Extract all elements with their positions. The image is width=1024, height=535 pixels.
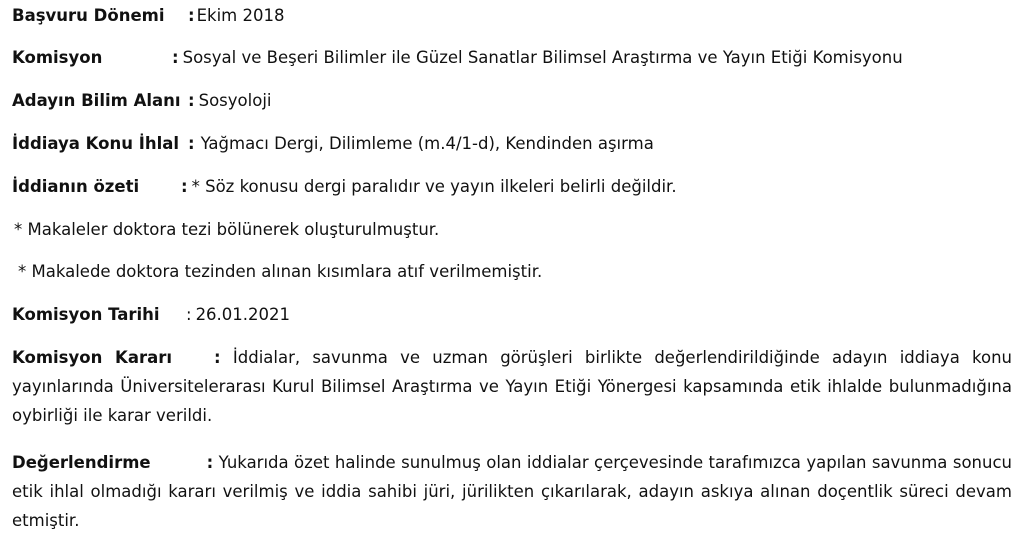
summary-item-text: * Makaleler doktora tezi bölünerek oluşturulmuştur. [14, 220, 440, 239]
field-basvuru-donemi [12, 5, 284, 27]
field-value: Yağmacı Dergi, Dilimleme (m.4/1-d), Kendinden aşırma [200, 134, 654, 153]
field-label: Komisyon Kararı [12, 348, 173, 367]
field-value: Ekim 2018 [196, 6, 285, 25]
summary-item [18, 261, 542, 283]
field-label: İddianın özeti [12, 177, 140, 196]
summary-item-text: * Makalede doktora tezinden alınan kısımlara atıf verilmemiştir. [18, 262, 543, 281]
field-separator: : [206, 453, 214, 472]
field-bilim-alani [12, 90, 271, 112]
field-iddia-ozeti [12, 176, 677, 198]
field-komisyon-karari [12, 343, 1012, 430]
field-label: Komisyon Tarihi [12, 305, 160, 324]
field-value: Sosyal ve Beşeri Bilimler ile Güzel Sanatlar Bilimsel Araştırma ve Yayın Etiği Komisyonu [182, 48, 903, 67]
field-separator: : [188, 91, 195, 110]
field-value: 26.01.2021 [195, 305, 291, 324]
field-label: Başvuru Dönemi [12, 6, 165, 25]
field-separator: : [188, 6, 195, 25]
field-separator: : [172, 48, 179, 67]
field-value: İddialar, savunma ve uzman görüşleri birlikte değerlendirildiğinde adayın iddiaya konu yayınlarında Üniversitelerarası Kurul Bilimsel Araştırma ve Yayın Etiği Yönergesi kapsamında etik ihlalde bulunmadığına oybirliği ile karar verildi. [12, 348, 1012, 425]
field-value: Yukarıda özet halinde sunulmuş olan iddialar çerçevesinde tarafımızca yapılan savunma sonucu etik ihlal olmadığı kararı verilmiş ve iddia sahibi jüri, jürilikten çıkarılarak, adayın askıya alınan doçentlik süreci devam etmiştir. [12, 453, 1012, 530]
field-komisyon-tarihi [12, 304, 290, 326]
field-label: Değerlendirme [12, 453, 151, 472]
field-value: Sosyoloji [198, 91, 272, 110]
field-label: Komisyon [12, 48, 103, 67]
field-iddiaya-konu-ihlal [12, 133, 654, 155]
field-komisyon [12, 47, 903, 69]
summary-item [14, 219, 439, 241]
field-label: Adayın Bilim Alanı [12, 91, 181, 110]
field-label: İddiaya Konu İhlal [12, 134, 180, 153]
field-separator: : [181, 177, 188, 196]
field-degerlendirme [12, 448, 1012, 535]
field-value: * Söz konusu dergi paralıdır ve yayın ilkeleri belirli değildir. [191, 177, 677, 196]
field-separator: : [186, 305, 192, 324]
field-separator: : [214, 348, 221, 367]
field-separator: : [188, 134, 195, 153]
